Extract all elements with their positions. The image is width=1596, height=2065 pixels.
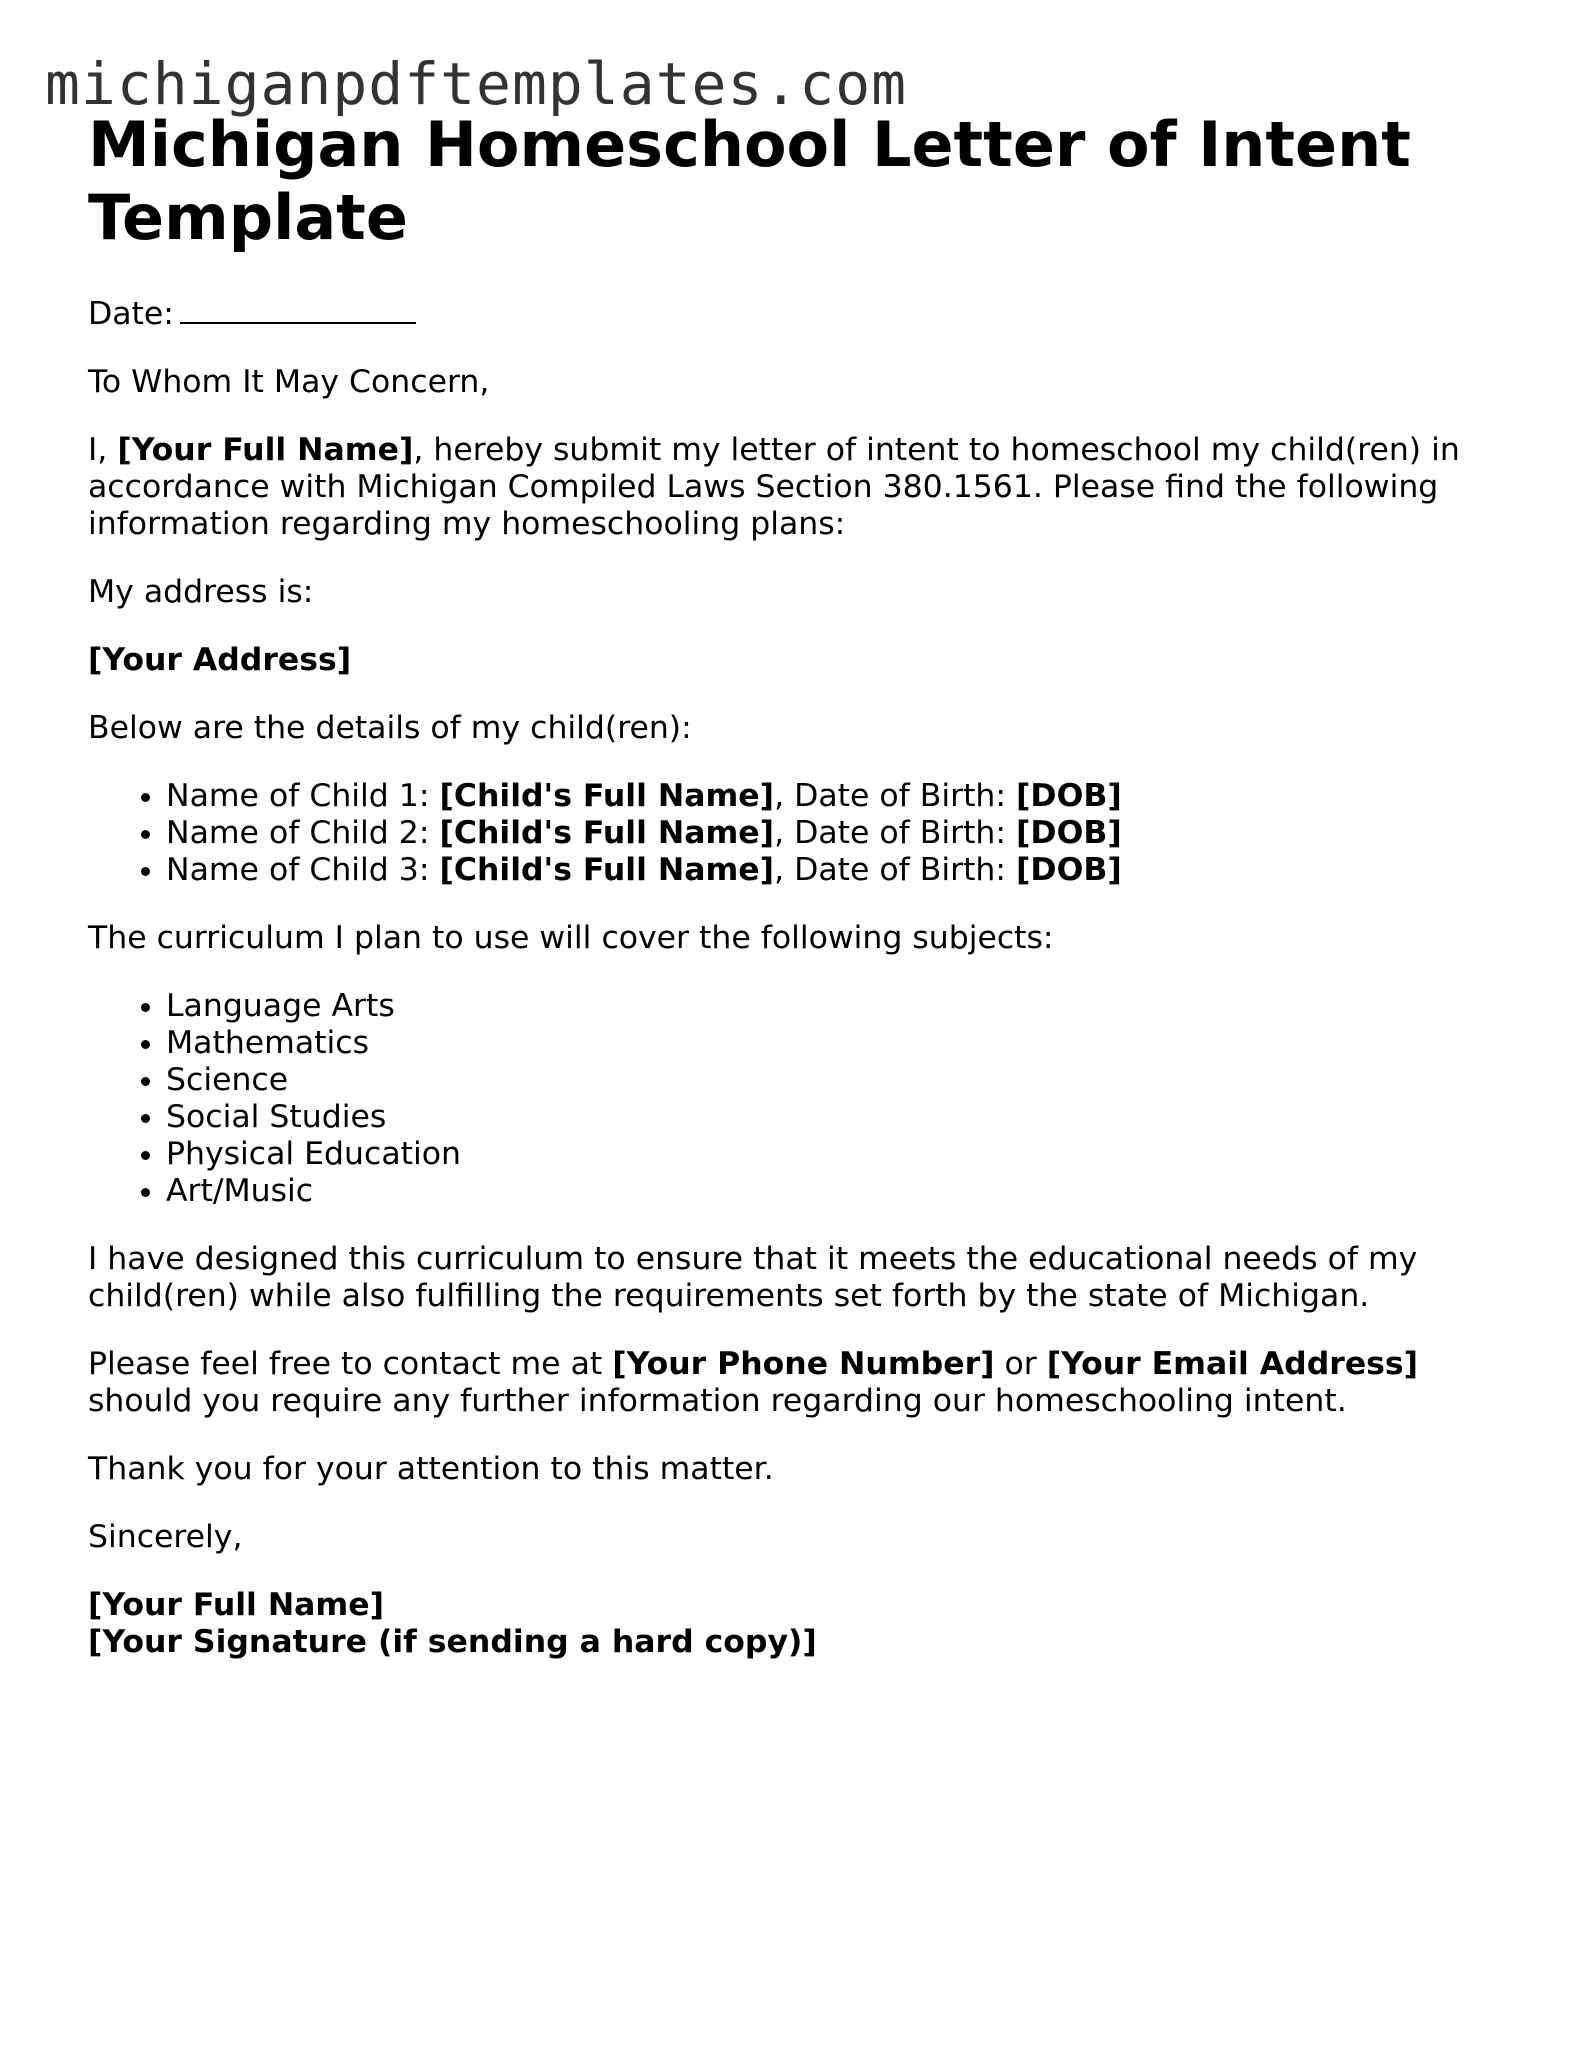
intro-text: , hereby submit my letter of intent to homeschool my child(ren) in accordance with Michigan Compiled Laws Section 380.1561. Please find the following information regarding my homeschooling plans: bbox=[88, 432, 1460, 542]
contact-or: or bbox=[1004, 1346, 1037, 1382]
list-item: • Art/Music bbox=[166, 1173, 1508, 1210]
intro-prefix: I, bbox=[88, 432, 108, 468]
contact-paragraph bbox=[88, 1346, 1508, 1420]
date-blank bbox=[180, 292, 416, 324]
signature-name: [Your Full Name] bbox=[88, 1587, 385, 1623]
list-item: • Social Studies bbox=[166, 1099, 1508, 1136]
list-item: • Physical Education bbox=[166, 1136, 1508, 1173]
signature-block bbox=[88, 1587, 1508, 1661]
signature-line: [Your Signature (if sending a hard copy)] bbox=[88, 1624, 817, 1660]
subjects-list bbox=[88, 988, 1508, 1210]
list-item: • Language Arts bbox=[166, 988, 1508, 1025]
list-item: • Name of Child 2: [Child's Full Name], Date of Birth: [DOB] bbox=[166, 815, 1508, 852]
phone-placeholder: [Your Phone Number] bbox=[612, 1346, 995, 1382]
list-item: • Name of Child 1: [Child's Full Name], Date of Birth: [DOB] bbox=[166, 778, 1508, 815]
children-intro: Below are the details of my child(ren): bbox=[88, 710, 692, 746]
address-label: My address is: bbox=[88, 574, 314, 610]
address-placeholder-line bbox=[88, 642, 1508, 679]
watermark: michiganpdftemplates.com bbox=[45, 50, 908, 118]
thanks: Thank you for your attention to this matter. bbox=[88, 1451, 774, 1487]
intro-paragraph bbox=[88, 432, 1508, 543]
children-list bbox=[88, 778, 1508, 889]
date-line bbox=[88, 292, 1508, 333]
curriculum-intro: The curriculum I plan to use will cover the following subjects: bbox=[88, 920, 1054, 956]
address-placeholder: [Your Address] bbox=[88, 642, 352, 678]
full-name-placeholder: [Your Full Name] bbox=[117, 432, 414, 468]
list-item: • Name of Child 3: [Child's Full Name], Date of Birth: [DOB] bbox=[166, 852, 1508, 889]
salutation: To Whom It May Concern, bbox=[88, 364, 490, 400]
closing: Sincerely, bbox=[88, 1519, 243, 1555]
email-placeholder: [Your Email Address] bbox=[1046, 1346, 1419, 1382]
date-label: Date: bbox=[88, 296, 174, 332]
list-item: • Science bbox=[166, 1062, 1508, 1099]
curriculum-statement: I have designed this curriculum to ensure that it meets the educational needs of my child(ren) while also fulfilling the requirements set forth by the state of Michigan. bbox=[88, 1241, 1418, 1314]
letter-document bbox=[88, 108, 1508, 1692]
page-title: Michigan Homeschool Letter of Intent Template bbox=[88, 108, 1411, 254]
contact-suffix: should you require any further information regarding our homeschooling intent. bbox=[88, 1383, 1347, 1419]
list-item: • Mathematics bbox=[166, 1025, 1508, 1062]
contact-prefix: Please feel free to contact me at bbox=[88, 1346, 603, 1382]
